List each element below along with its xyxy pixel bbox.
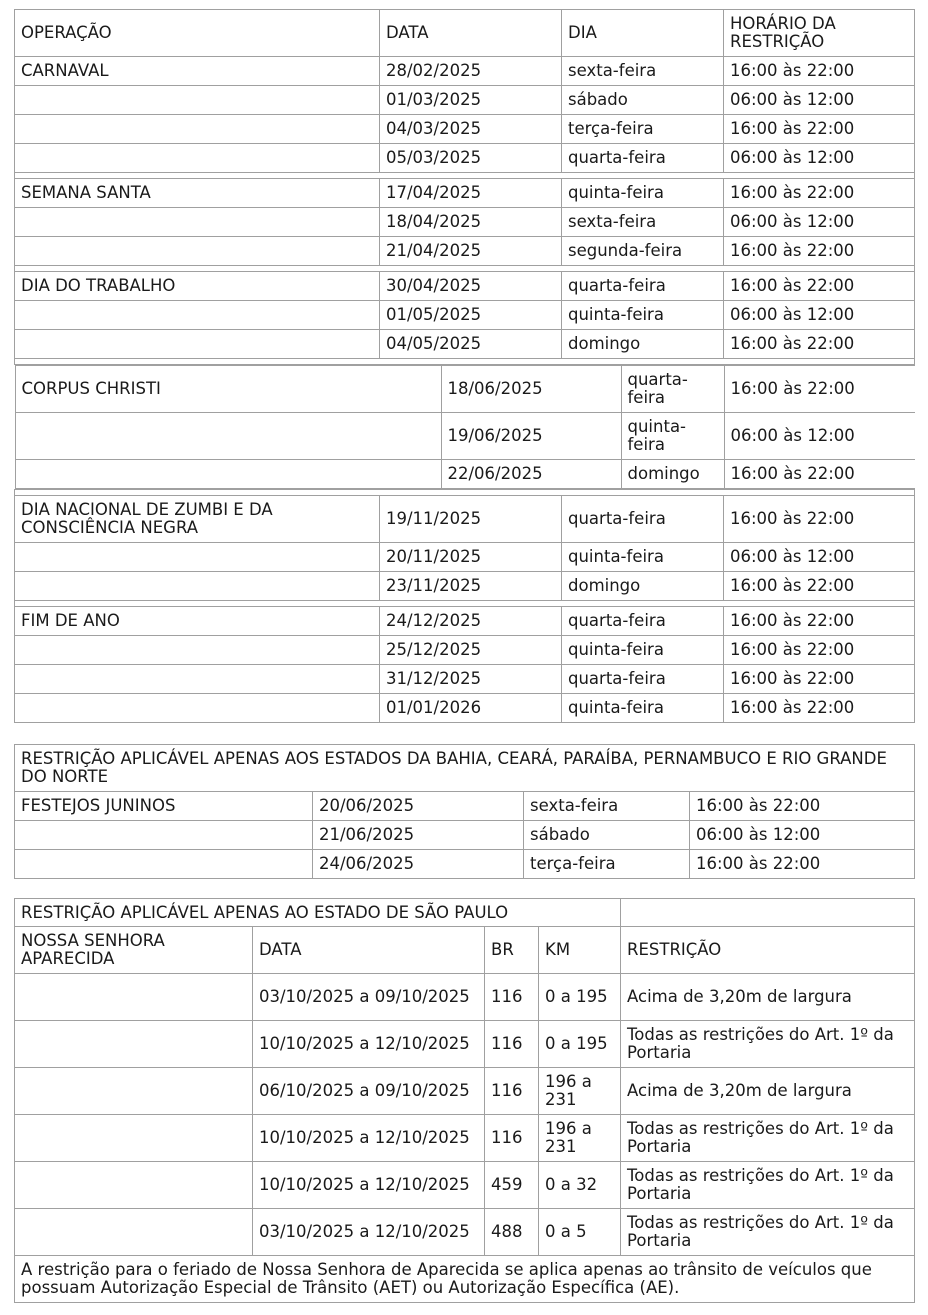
row-date: 18/06/2025 — [441, 366, 621, 413]
row-restriction: Todas as restrições do Art. 1º da Portaria — [621, 1021, 915, 1068]
operation-name: FIM DE ANO — [15, 607, 380, 636]
row-day: sexta-feira — [524, 792, 690, 821]
row-hours: 16:00 às 22:00 — [724, 330, 915, 359]
row-restriction: Todas as restrições do Art. 1º da Portaria — [621, 1162, 915, 1209]
row-day: sábado — [524, 821, 690, 850]
header-br: BR — [485, 927, 539, 974]
table-row — [15, 86, 915, 115]
row-date: 24/12/2025 — [380, 607, 562, 636]
table-row — [15, 179, 915, 208]
header-operacao: OPERAÇÃO — [15, 10, 380, 57]
row-date-range: 03/10/2025 a 09/10/2025 — [253, 974, 485, 1021]
row-date: 18/04/2025 — [380, 208, 562, 237]
row-day: quarta-feira — [562, 272, 724, 301]
header-horario: HORÁRIO DA RESTRIÇÃO — [724, 10, 915, 57]
row-day: domingo — [562, 330, 724, 359]
row-date: 23/11/2025 — [380, 572, 562, 601]
row-hours: 16:00 às 22:00 — [724, 460, 915, 489]
operation-name: NOSSA SENHORA APARECIDA — [15, 927, 253, 974]
row-hours: 06:00 às 12:00 — [724, 301, 915, 330]
row-km: 0 a 32 — [539, 1162, 621, 1209]
row-km: 0 a 195 — [539, 1021, 621, 1068]
table-row — [15, 1162, 915, 1209]
table-row — [15, 208, 915, 237]
table-row — [15, 1115, 915, 1162]
operation-empty — [15, 86, 380, 115]
operation-empty — [15, 144, 380, 173]
table-row — [15, 974, 915, 1021]
row-hours: 06:00 às 12:00 — [724, 86, 915, 115]
row-km: 196 a 231 — [539, 1068, 621, 1115]
row-date: 21/06/2025 — [313, 821, 524, 850]
row-date: 17/04/2025 — [380, 179, 562, 208]
row-restriction: Acima de 3,20m de largura — [621, 1068, 915, 1115]
operation-empty — [15, 543, 380, 572]
row-br: 116 — [485, 1021, 539, 1068]
row-br: 116 — [485, 1115, 539, 1162]
table-row — [15, 665, 915, 694]
row-day: quarta-feira — [562, 496, 724, 543]
title-empty-cell — [621, 899, 915, 927]
table-row — [15, 607, 915, 636]
northeast-title: RESTRIÇÃO APLICÁVEL APENAS AOS ESTADOS DA BAHIA, CEARÁ, PARAÍBA, PERNAMBUCO E RIO GRANDE DO NORTE — [15, 745, 915, 792]
table-row — [15, 1068, 915, 1115]
row-hours: 16:00 às 22:00 — [724, 272, 915, 301]
table-row — [15, 543, 915, 572]
main-restriction-table — [14, 9, 915, 723]
table-row — [15, 850, 915, 879]
row-day: quarta-feira — [562, 144, 724, 173]
row-date-range: 03/10/2025 a 12/10/2025 — [253, 1209, 485, 1256]
table-row — [15, 636, 915, 665]
row-day: sábado — [562, 86, 724, 115]
row-hours: 16:00 às 22:00 — [724, 179, 915, 208]
row-br: 459 — [485, 1162, 539, 1209]
row-km: 196 a 231 — [539, 1115, 621, 1162]
operation-empty — [15, 974, 253, 1021]
operation-empty — [15, 1021, 253, 1068]
row-day: domingo — [621, 460, 724, 489]
operation-empty — [15, 665, 380, 694]
row-day: quarta-feira — [562, 665, 724, 694]
saopaulo-header-row — [15, 927, 915, 974]
row-date-range: 10/10/2025 a 12/10/2025 — [253, 1162, 485, 1209]
northeast-title-row — [15, 745, 915, 792]
row-km: 0 a 5 — [539, 1209, 621, 1256]
row-date: 04/05/2025 — [380, 330, 562, 359]
operation-empty — [15, 208, 380, 237]
saopaulo-note: A restrição para o feriado de Nossa Senhora de Aparecida se aplica apenas ao trânsito de veículos que possuam Autorização Especial de Trânsito (AET) ou Autorização Específica (AE). — [15, 1256, 915, 1303]
operation-name: SEMANA SANTA — [15, 179, 380, 208]
row-date: 25/12/2025 — [380, 636, 562, 665]
operation-name: DIA DO TRABALHO — [15, 272, 380, 301]
row-date: 05/03/2025 — [380, 144, 562, 173]
row-date-range: 06/10/2025 a 09/10/2025 — [253, 1068, 485, 1115]
row-date: 24/06/2025 — [313, 850, 524, 879]
row-hours: 16:00 às 22:00 — [690, 792, 915, 821]
row-day: quinta-feira — [621, 413, 724, 460]
table-row — [15, 413, 915, 460]
table-row — [15, 272, 915, 301]
row-date: 22/06/2025 — [441, 460, 621, 489]
operation-empty — [15, 301, 380, 330]
table-row — [15, 460, 915, 489]
row-hours: 16:00 às 22:00 — [724, 237, 915, 266]
row-day: terça-feira — [562, 115, 724, 144]
row-date-range: 10/10/2025 a 12/10/2025 — [253, 1115, 485, 1162]
row-hours: 16:00 às 22:00 — [690, 850, 915, 879]
row-day: segunda-feira — [562, 237, 724, 266]
row-hours: 16:00 às 22:00 — [724, 57, 915, 86]
table-row — [15, 572, 915, 601]
row-date: 21/04/2025 — [380, 237, 562, 266]
header-data: DATA — [380, 10, 562, 57]
row-day: quinta-feira — [562, 301, 724, 330]
corpus-christi-table — [15, 365, 915, 489]
operation-empty — [15, 821, 313, 850]
row-hours: 06:00 às 12:00 — [724, 413, 915, 460]
operation-name: CARNAVAL — [15, 57, 380, 86]
row-hours: 06:00 às 12:00 — [724, 543, 915, 572]
main-header-row — [15, 10, 915, 57]
row-hours: 16:00 às 22:00 — [724, 607, 915, 636]
row-day: quarta-feira — [621, 366, 724, 413]
row-br: 116 — [485, 1068, 539, 1115]
row-day: quinta-feira — [562, 694, 724, 723]
table-row — [15, 1209, 915, 1256]
operation-name: DIA NACIONAL DE ZUMBI E DA CONSCIÊNCIA NEGRA — [15, 496, 380, 543]
row-hours: 16:00 às 22:00 — [724, 366, 915, 413]
operation-name: FESTEJOS JUNINOS — [15, 792, 313, 821]
operation-empty — [15, 850, 313, 879]
row-date: 01/05/2025 — [380, 301, 562, 330]
row-km: 0 a 195 — [539, 974, 621, 1021]
operation-name: CORPUS CHRISTI — [15, 366, 441, 413]
operation-empty — [15, 1162, 253, 1209]
row-day: terça-feira — [524, 850, 690, 879]
table-row — [15, 792, 915, 821]
header-km: KM — [539, 927, 621, 974]
row-date: 01/03/2025 — [380, 86, 562, 115]
row-restriction: Todas as restrições do Art. 1º da Portaria — [621, 1209, 915, 1256]
row-day: quinta-feira — [562, 543, 724, 572]
row-hours: 16:00 às 22:00 — [724, 665, 915, 694]
row-hours: 06:00 às 12:00 — [690, 821, 915, 850]
row-day: quinta-feira — [562, 636, 724, 665]
header-dia: DIA — [562, 10, 724, 57]
row-date: 19/06/2025 — [441, 413, 621, 460]
operation-empty — [15, 1068, 253, 1115]
row-day: quarta-feira — [562, 607, 724, 636]
row-hours: 16:00 às 22:00 — [724, 694, 915, 723]
row-hours: 16:00 às 22:00 — [724, 572, 915, 601]
row-date: 20/11/2025 — [380, 543, 562, 572]
row-date-range: 10/10/2025 a 12/10/2025 — [253, 1021, 485, 1068]
row-date: 20/06/2025 — [313, 792, 524, 821]
operation-empty — [15, 572, 380, 601]
table-row — [15, 115, 915, 144]
saopaulo-title: RESTRIÇÃO APLICÁVEL APENAS AO ESTADO DE SÃO PAULO — [15, 899, 621, 927]
table-row — [15, 57, 915, 86]
row-day: domingo — [562, 572, 724, 601]
row-date: 04/03/2025 — [380, 115, 562, 144]
row-day: sexta-feira — [562, 57, 724, 86]
table-row — [15, 366, 915, 413]
table-row — [15, 144, 915, 173]
operation-empty — [15, 330, 380, 359]
header-data: DATA — [253, 927, 485, 974]
row-date: 30/04/2025 — [380, 272, 562, 301]
header-restricao: RESTRIÇÃO — [621, 927, 915, 974]
row-hours: 16:00 às 22:00 — [724, 115, 915, 144]
saopaulo-title-row — [15, 899, 915, 927]
row-restriction: Acima de 3,20m de largura — [621, 974, 915, 1021]
row-br: 116 — [485, 974, 539, 1021]
table-row — [15, 330, 915, 359]
row-day: sexta-feira — [562, 208, 724, 237]
saopaulo-note-row — [15, 1256, 915, 1303]
row-day: quinta-feira — [562, 179, 724, 208]
row-hours: 16:00 às 22:00 — [724, 636, 915, 665]
row-br: 488 — [485, 1209, 539, 1256]
row-date: 01/01/2026 — [380, 694, 562, 723]
row-hours: 06:00 às 12:00 — [724, 208, 915, 237]
table-row — [15, 301, 915, 330]
operation-empty — [15, 237, 380, 266]
corpus-christi-row — [15, 365, 915, 490]
row-date: 28/02/2025 — [380, 57, 562, 86]
row-date: 31/12/2025 — [380, 665, 562, 694]
operation-empty — [15, 1209, 253, 1256]
operation-empty — [15, 460, 441, 489]
operation-empty — [15, 115, 380, 144]
operation-empty — [15, 413, 441, 460]
northeast-restriction-table — [14, 744, 915, 879]
table-row — [15, 694, 915, 723]
operation-empty — [15, 694, 380, 723]
saopaulo-restriction-table — [14, 898, 915, 1303]
operation-empty — [15, 636, 380, 665]
row-restriction: Todas as restrições do Art. 1º da Portaria — [621, 1115, 915, 1162]
operation-empty — [15, 1115, 253, 1162]
table-row — [15, 821, 915, 850]
table-row — [15, 1021, 915, 1068]
table-row — [15, 496, 915, 543]
row-hours: 16:00 às 22:00 — [724, 496, 915, 543]
row-date: 19/11/2025 — [380, 496, 562, 543]
table-row — [15, 237, 915, 266]
row-hours: 06:00 às 12:00 — [724, 144, 915, 173]
